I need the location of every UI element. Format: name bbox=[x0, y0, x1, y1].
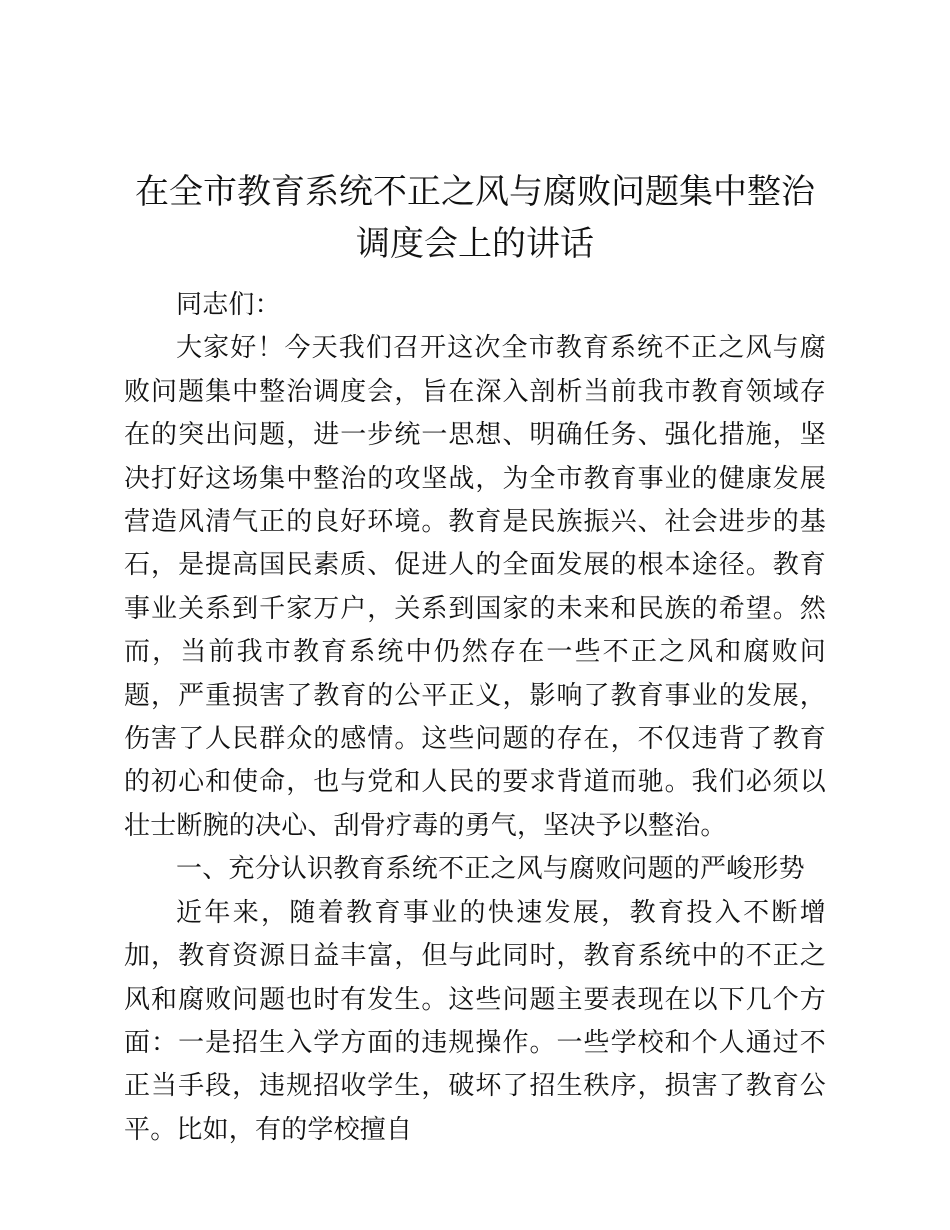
section-heading: 一、充分认识教育系统不正之风与腐败问题的严峻形势 bbox=[176, 854, 805, 885]
document-title bbox=[124, 166, 826, 270]
opening-paragraph: 大家好！今天我们召开这次全市教育系统不正之风与腐败问题集中整治调度会，旨在深入剖析当前我市教育领域存在的突出问题，进一步统一思想、明确任务、强化措施，坚决打好这场集中整治的攻坚战，为全市教育事业的健康发展营造风清气正的良好环境。教育是民族振兴、社会进步的基石，是提高国民素质、促进人的全面发展的根本途径。教育事业关系到千家万户，关系到国家的未来和民族的希望。然而，当前我市教育系统中仍然存在一些不正之风和腐败问题，严重损害了教育的公平正义，影响了教育事业的发展，伤害了人民群众的感情。这些问题的存在，不仅违背了教育的初心和使命，也与党和人民的要求背道而驰。我们必须以壮士断腕的决心、刮骨疗毒的勇气，坚决予以整治。 bbox=[124, 333, 826, 841]
title-line-1: 在全市教育系统不正之风与腐败问题集中整治 bbox=[135, 172, 815, 212]
body-paragraph: 近年来，随着教育事业的快速发展，教育投入不断增加，教育资源日益丰富，但与此同时，教育系统中的不正之风和腐败问题也时有发生。这些问题主要表现在以下几个方面：一是招生入学方面的违规操作。一些学校和个人通过不正当手段，违规招收学生，破坏了招生秩序，损害了教育公平。比如，有的学校擅自 bbox=[124, 897, 826, 1145]
title-line-2: 调度会上的讲话 bbox=[356, 224, 594, 264]
document-body bbox=[124, 284, 826, 1152]
salutation: 同志们： bbox=[176, 290, 281, 320]
